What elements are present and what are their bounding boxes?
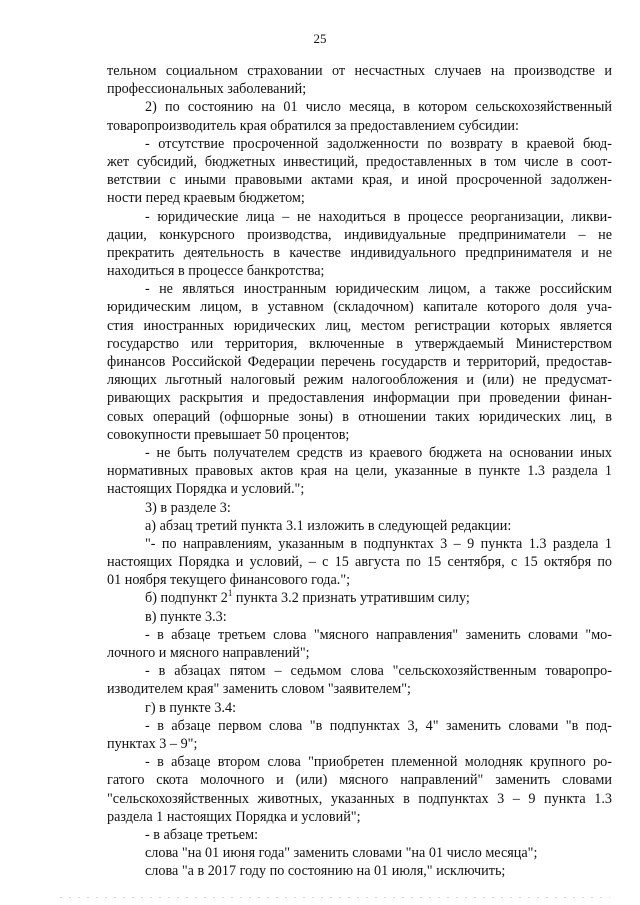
text-line-content: 01 ноября текущего финансового года."; <box>107 572 351 589</box>
text-line <box>107 644 612 662</box>
text-line <box>107 662 612 680</box>
text-line <box>107 135 612 153</box>
text-line <box>107 280 612 298</box>
text-line-content: юридическим лицом, в уставном (складочном) капитале которого доля уча- <box>107 299 612 316</box>
text-line-content: - не быть получателем средств из краевого бюджета на основании иных <box>145 444 612 461</box>
text-line <box>107 153 612 171</box>
text-line-content: 2) по состоянию на 01 число месяца, в котором сельскохозяйственный <box>145 99 612 116</box>
text-line <box>107 571 612 589</box>
text-line-content: настоящих Порядка и условий."; <box>107 481 305 498</box>
text-line <box>107 862 612 880</box>
text-line-content: в) пункте 3.3: <box>145 608 227 625</box>
text-line <box>107 608 612 626</box>
text-line-content: - в абзаце третьем слова "мясного направления" заменить словами "мо- <box>145 626 612 643</box>
text-line <box>107 244 612 262</box>
text-line <box>107 117 612 135</box>
text-line <box>107 735 612 753</box>
text-line-content: изводителем края" заменить словом "заявителем"; <box>107 681 411 698</box>
text-line-content: раздела 1 настоящих Порядка и условий"; <box>107 808 361 825</box>
text-line <box>107 298 612 316</box>
text-line <box>107 389 612 407</box>
text-line-content: ривающих раскрытия и предоставления информации при проведении финан- <box>107 390 612 407</box>
text-line-content: совых операций (офшорные зоны) в отношении таких юридических лиц, в <box>107 408 612 425</box>
text-line-content: жет субсидий, бюджетных инвестиций, предоставленных в том числе в соот- <box>107 153 612 170</box>
text-line <box>107 80 612 98</box>
text-line <box>107 408 612 426</box>
text-line <box>107 262 612 280</box>
text-line-content: дации, конкурсного производства, индивидуальные предприниматели – не <box>107 226 612 243</box>
text-line-content: б) подпункт 2 <box>145 590 228 607</box>
text-line-content: находиться в процессе банкротства; <box>107 263 325 280</box>
text-line <box>107 626 612 644</box>
text-line <box>107 699 612 717</box>
text-line-content: - отсутствие просроченной задолженности по возврату в краевой бюд- <box>145 135 612 152</box>
text-line <box>107 499 612 517</box>
text-line-content: товаропроизводитель края обратился за предоставлением субсидии: <box>107 117 519 134</box>
page-number: 25 <box>313 31 327 46</box>
superscript: 1 <box>227 589 233 599</box>
text-line <box>107 317 612 335</box>
text-line-content: лочного и мясного направлений"; <box>107 645 310 661</box>
text-line-content: прекратить деятельность в качестве индивидуального предпринимателя и не <box>107 244 612 261</box>
text-line <box>107 844 612 862</box>
text-line-content: а) абзац третий пункта 3.1 изложить в следующей редакции: <box>145 517 512 534</box>
text-line-content: слова "на 01 июня года" заменить словами "на 01 число месяца"; <box>145 845 538 862</box>
text-line-content: финансов Российской Федерации перечень государств и территорий, предостав- <box>107 354 612 370</box>
text-line <box>107 208 612 226</box>
text-line <box>107 771 612 789</box>
text-line <box>107 171 612 189</box>
text-line-content: - не являться иностранным юридическим лицом, а также российским <box>145 281 612 298</box>
text-line-content: профессиональных заболеваний; <box>107 81 307 98</box>
scan-edge-artifact <box>60 897 610 898</box>
text-line <box>107 426 612 444</box>
text-line <box>107 589 612 607</box>
text-line <box>107 790 612 808</box>
text-line-content: нормативных правовых актов края на цели, указанные в пункте 1.3 раздела 1 <box>107 463 612 480</box>
text-line-content: гатого скота молочного и (или) мясного направлений" заменить словами <box>107 772 612 789</box>
text-line <box>107 480 612 498</box>
text-line-content: - в абзацах пятом – седьмом слова "сельскохозяйственным товаропро- <box>145 663 612 680</box>
text-line-content: - в абзаце первом слова "в подпунктах 3, 4" заменить словами "в под- <box>145 717 612 734</box>
text-line <box>107 371 612 389</box>
text-line-content: ветствии с иными правовыми актами края, и иной просроченной задолжен- <box>107 172 612 189</box>
text-line-content: - в абзаце третьем: <box>145 826 259 843</box>
text-line <box>107 189 612 207</box>
text-line <box>107 62 612 80</box>
text-line-content: тельном социальном страховании от несчастных случаев на производстве и <box>107 63 612 79</box>
text-line <box>107 808 612 826</box>
text-line-content: настоящих Порядка и условий, – с 15 августа по 15 сентября, с 15 октября по <box>107 554 612 571</box>
text-line <box>107 680 612 698</box>
text-line-content: "- по направлениям, указанным в подпунктах 3 – 9 пункта 1.3 раздела 1 <box>145 535 612 552</box>
text-line-content: - в абзаце втором слова "приобретен племенной молодняк крупного ро- <box>145 754 612 771</box>
text-line-content: 3) в разделе 3: <box>145 499 231 516</box>
text-line-content: - юридические лица – не находиться в процессе реорганизации, ликви- <box>145 208 612 225</box>
text-line-content: пунктах 3 – 9"; <box>107 735 198 752</box>
text-line-content: стия иностранных юридических лиц, местом регистрации которых является <box>107 317 612 334</box>
text-line-content: государство или территория, включенные в утверждаемый Министерством <box>107 335 612 352</box>
text-line <box>107 353 612 371</box>
text-line <box>107 535 612 553</box>
text-line <box>107 717 612 735</box>
text-line <box>107 826 612 844</box>
text-line <box>107 553 612 571</box>
text-line <box>107 98 612 116</box>
text-line <box>107 517 612 535</box>
text-line-content: совокупности превышает 50 процентов; <box>107 426 350 443</box>
text-line-content: ляющих льготный налоговый режим налогообложения и (или) не предусмат- <box>107 372 612 389</box>
text-line-content: г) в пункте 3.4: <box>145 699 237 716</box>
text-line-content: "сельскохозяйственных животных, указанных в подпунктах 3 – 9 пункта 1.3 <box>107 790 612 807</box>
text-line-content: ности перед краевым бюджетом; <box>107 190 305 207</box>
text-line-content: слова "а в 2017 году по состоянию на 01 июля," исключить; <box>145 863 506 880</box>
text-line <box>107 753 612 771</box>
text-line <box>107 335 612 353</box>
text-line <box>107 462 612 480</box>
document-body <box>107 62 612 880</box>
text-line-content: пункта 3.2 признать утратившим силу; <box>232 590 470 607</box>
text-line <box>107 226 612 244</box>
text-line <box>107 444 612 462</box>
